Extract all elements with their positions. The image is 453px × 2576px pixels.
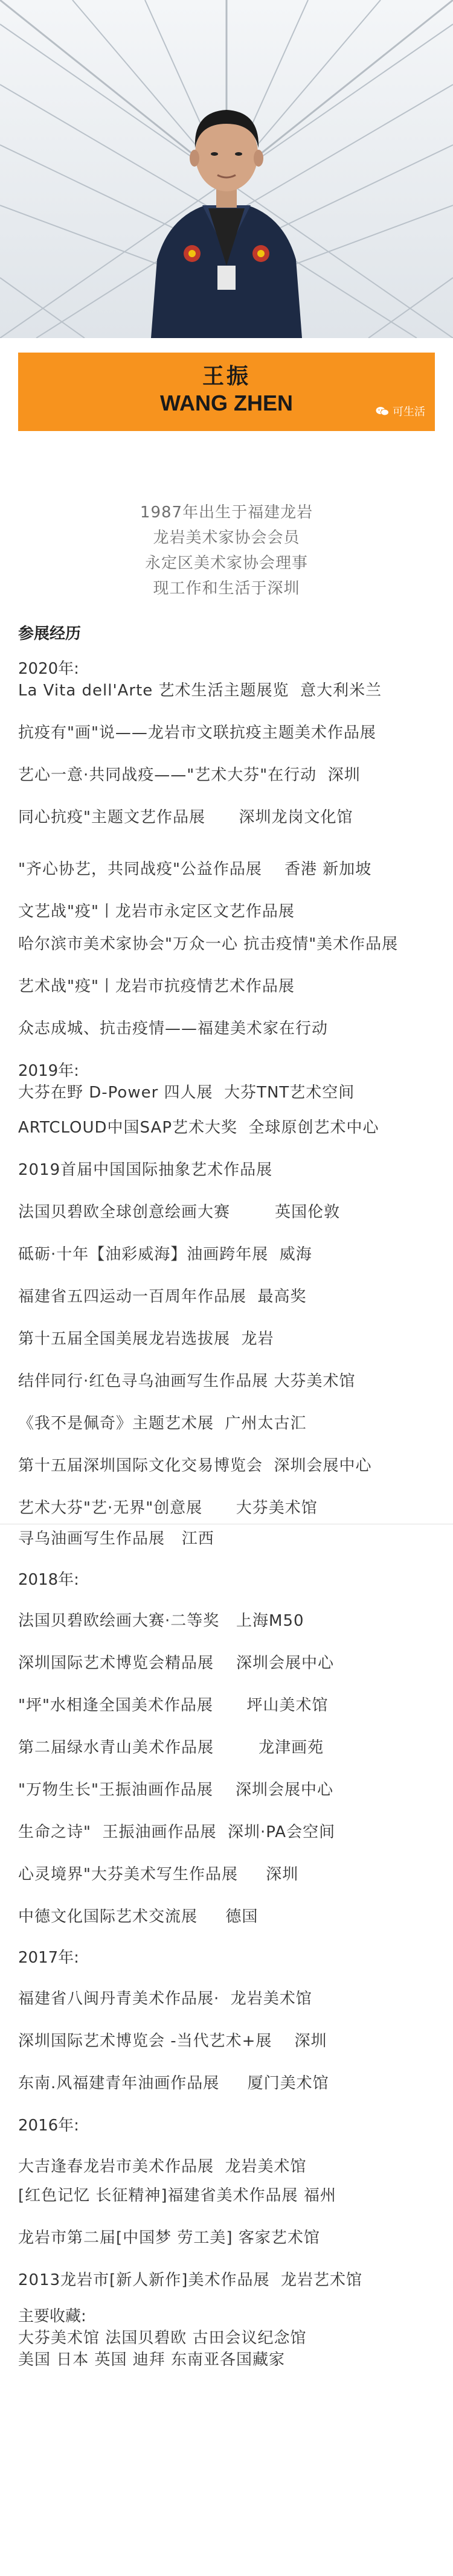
exhibition-entry: "万物生长"王振油画作品展 深圳会展中心	[18, 1781, 333, 1799]
exhibition-list	[0, 658, 453, 2371]
exhibition-entry: ARTCLOUD中国SAP艺术大奖 全球原创艺术中心	[18, 1119, 379, 1137]
exhibition-entry: 同心抗疫"主题文艺作品展 深圳龙岗文化馆	[18, 808, 353, 826]
exhibition-entry: [红色记忆 长征精神]福建省美术作品展 福州	[18, 2187, 336, 2205]
exhibition-entry: 法国贝碧欧全球创意绘画大赛 英国伦敦	[18, 1203, 341, 1221]
wechat-watermark	[376, 403, 425, 419]
collection-line: 大芬美术馆 法国贝碧欧 古田会议纪念馆	[18, 2329, 307, 2347]
intro-line: 永定区美术家协会理事	[144, 554, 308, 572]
exhibition-entry: 寻乌油画写生作品展 江西	[18, 1530, 214, 1548]
exhibition-entry: 深圳国际艺术博览会精品展 深圳会展中心	[18, 1654, 335, 1672]
hero-photo	[0, 0, 453, 338]
collection-line: 美国 日本 英国 迪拜 东南亚各国藏家	[18, 2351, 286, 2369]
wechat-icon	[376, 406, 389, 416]
artist-name-chinese: 王振	[202, 364, 251, 389]
section-title-exhibitions: 参展经历	[18, 625, 82, 643]
exhibition-entry: La Vita dell'Arte 艺术生活主题展览 意大利米兰	[18, 682, 382, 700]
intro-line: 龙岩美术家协会会员	[153, 529, 300, 547]
exhibition-entry: 心灵境界"大芬美术写生作品展 深圳	[18, 1865, 299, 1884]
exhibition-entry: 大芬在野 D-Power 四人展 大芬TNT艺术空间	[18, 1084, 355, 1102]
portrait-illustration	[0, 0, 453, 338]
exhibition-entry: 《我不是佩奇》主题艺术展 广州太古汇	[18, 1414, 307, 1433]
exhibition-entry: 第十五届深圳国际文化交易博览会 深圳会展中心	[18, 1457, 372, 1475]
exhibition-entry: 2013龙岩市[新人新作]美术作品展 龙岩艺术馆	[18, 2271, 362, 2289]
exhibition-entry: 福建省八闽丹青美术作品展· 龙岩美术馆	[18, 1990, 312, 2008]
exhibition-entry: 法国贝碧欧绘画大赛·二等奖 上海M50	[18, 1612, 304, 1630]
exhibition-entry: "坪"水相逢全国美术作品展 坪山美术馆	[18, 1696, 329, 1715]
exhibition-entry: 第十五届全国美展龙岩选拔展 龙岩	[18, 1330, 274, 1348]
exhibition-entry: 大吉逢春龙岩市美术作品展 龙岩美术馆	[18, 2158, 307, 2176]
exhibition-entry: 结伴同行·红色寻乌油画写生作品展 大芬美术馆	[18, 1372, 356, 1390]
year-heading: 2017年:	[18, 1949, 79, 1967]
exhibition-entry: 文艺战"疫"丨龙岩市永定区文艺作品展	[18, 903, 295, 921]
exhibition-entry: 中德文化国际艺术交流展 德国	[18, 1908, 259, 1926]
artist-name-english: WANG ZHEN	[160, 391, 293, 415]
exhibition-entry: 艺心一意·共同战疫——"艺术大芬"在行动 深圳	[18, 766, 361, 784]
name-banner	[18, 353, 435, 431]
exhibition-entry: 福建省五四运动一百周年作品展 最高奖	[18, 1288, 307, 1306]
intro-line: 1987年出生于福建龙岩	[140, 503, 313, 522]
collection-title: 主要收藏:	[18, 2307, 86, 2325]
exhibition-entry: 抗疫有"画"说——龙岩市文联抗疫主题美术作品展	[18, 724, 376, 742]
exhibition-entry: 2019首届中国国际抽象艺术作品展	[18, 1161, 273, 1179]
artist-intro	[0, 500, 453, 601]
exhibition-entry: 艺术大芬"艺·无界"创意展 大芬美术馆	[18, 1499, 318, 1517]
year-heading: 2016年:	[18, 2117, 79, 2135]
exhibition-entry: 第二届绿水青山美术作品展 龙津画苑	[18, 1739, 324, 1757]
year-heading: 2018年:	[18, 1571, 79, 1589]
intro-line: 现工作和生活于深圳	[153, 580, 300, 598]
exhibition-entry: 众志成城、抗击疫情——福建美术家在行动	[18, 1020, 329, 1038]
exhibition-entry: "齐心协艺，共同战疫"公益作品展 香港 新加坡	[18, 860, 372, 878]
year-heading: 2019年:	[18, 1062, 79, 1080]
exhibition-entry: 艺术战"疫"丨龙岩市抗疫情艺术作品展	[18, 977, 295, 996]
exhibition-entry: 深圳国际艺术博览会 -当代艺术+展 深圳	[18, 2032, 327, 2050]
exhibition-entry: 砥砺·十年【油彩威海】油画跨年展 威海	[18, 1245, 312, 1264]
watermark-text: 可生活	[393, 406, 425, 418]
exhibition-entry: 哈尔滨市美术家协会"万众一心 抗击疫情"美术作品展	[18, 935, 399, 953]
year-heading: 2020年:	[18, 660, 79, 678]
exhibition-entry: 龙岩市第二届[中国梦 劳工美] 客家艺术馆	[18, 2229, 320, 2247]
exhibition-entry: 生命之诗" 王振油画作品展 深圳·PA会空间	[18, 1823, 336, 1841]
exhibition-entry: 东南.风福建青年油画作品展 厦门美术馆	[18, 2074, 329, 2092]
